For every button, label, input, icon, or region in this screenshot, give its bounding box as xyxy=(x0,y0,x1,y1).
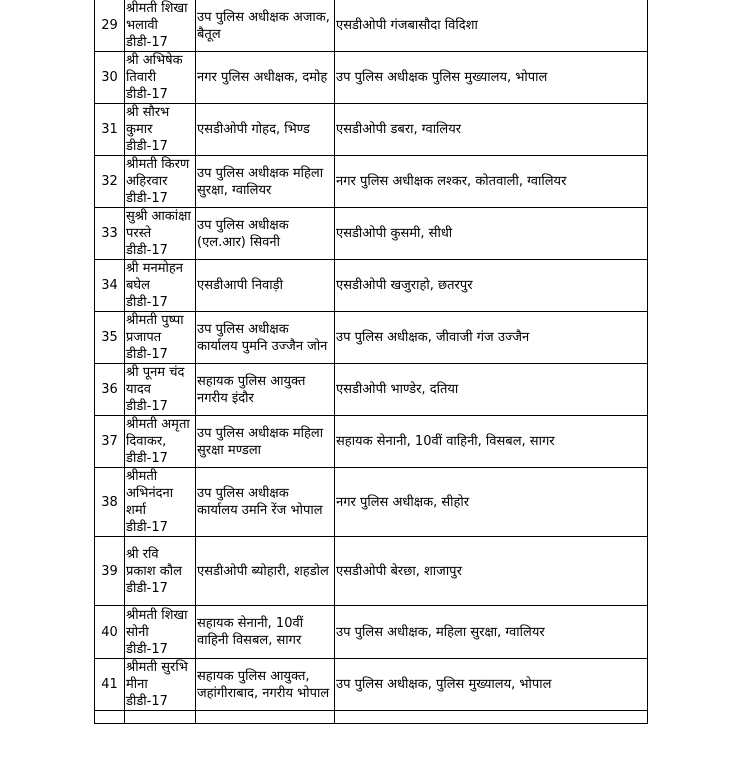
officer-name: श्रीमती किरण अहिरवार डीडी-17 xyxy=(125,156,196,208)
serial-number: 31 xyxy=(95,104,125,156)
new-posting: एसडीओपी कुसमी, सीधी xyxy=(335,208,648,260)
table-row xyxy=(95,416,648,468)
serial-number: 37 xyxy=(95,416,125,468)
serial-number: 34 xyxy=(95,260,125,312)
table-row xyxy=(95,659,648,711)
officer-name: श्रीमती अभिनंदना शर्मा डीडी-17 xyxy=(125,468,196,537)
serial-number: 29 xyxy=(95,0,125,52)
officer-name: श्रीमती सुरभि मीना डीडी-17 xyxy=(125,659,196,711)
new-posting: उप पुलिस अधीक्षक, जीवाजी गंज उज्जैन xyxy=(335,312,648,364)
serial-number: 30 xyxy=(95,52,125,104)
empty-cell xyxy=(125,711,196,724)
table-row xyxy=(95,468,648,537)
new-posting: एसडीओपी डबरा, ग्वालियर xyxy=(335,104,648,156)
officer-name: श्री सौरभ कुमार डीडी-17 xyxy=(125,104,196,156)
serial-number: 40 xyxy=(95,606,125,659)
table-row-empty xyxy=(95,711,648,724)
current-posting: सहायक पुलिस आयुक्त नगरीय इंदौर xyxy=(196,364,335,416)
officer-name: श्री रवि प्रकाश कौल डीडी-17 xyxy=(125,537,196,606)
officer-name: श्रीमती पुष्पा प्रजापत डीडी-17 xyxy=(125,312,196,364)
new-posting: एसडीओपी बेरछा, शाजापुर xyxy=(335,537,648,606)
table-row xyxy=(95,104,648,156)
empty-cell xyxy=(196,711,335,724)
table-row xyxy=(95,537,648,606)
serial-number: 41 xyxy=(95,659,125,711)
current-posting: उप पुलिस अधीक्षक महिला सुरक्षा, ग्वालियर xyxy=(196,156,335,208)
new-posting: सहायक सेनानी, 10वीं वाहिनी, विसबल, सागर xyxy=(335,416,648,468)
officer-name: श्रीमती शिखा सोनी डीडी-17 xyxy=(125,606,196,659)
officer-name: श्रीमती अमृता दिवाकर, डीडी-17 xyxy=(125,416,196,468)
empty-cell xyxy=(335,711,648,724)
new-posting: एसडीओपी गंजबासौदा विदिशा xyxy=(335,0,648,52)
current-posting: उप पुलिस अधीक्षक महिला सुरक्षा मण्डला xyxy=(196,416,335,468)
current-posting: उप पुलिस अधीक्षक कार्यालय उमनि रेंज भोपाल xyxy=(196,468,335,537)
table-row xyxy=(95,364,648,416)
new-posting: उप पुलिस अधीक्षक, पुलिस मुख्यालय, भोपाल xyxy=(335,659,648,711)
current-posting: उप पुलिस अधीक्षक कार्यालय पुमनि उज्जैन जोन xyxy=(196,312,335,364)
new-posting: उप पुलिस अधीक्षक, महिला सुरक्षा, ग्वालियर xyxy=(335,606,648,659)
serial-number: 35 xyxy=(95,312,125,364)
table-row xyxy=(95,260,648,312)
empty-cell xyxy=(95,711,125,724)
officer-name: सुश्री आकांक्षा परस्ते डीडी-17 xyxy=(125,208,196,260)
current-posting: एसडीआपी निवाड़ी xyxy=(196,260,335,312)
serial-number: 33 xyxy=(95,208,125,260)
new-posting: एसडीओपी भाण्डेर, दतिया xyxy=(335,364,648,416)
officer-name: श्री पूनम चंद यादव डीडी-17 xyxy=(125,364,196,416)
current-posting: नगर पुलिस अधीक्षक, दमोह xyxy=(196,52,335,104)
new-posting: उप पुलिस अधीक्षक पुलिस मुख्यालय, भोपाल xyxy=(335,52,648,104)
serial-number: 38 xyxy=(95,468,125,537)
table-row xyxy=(95,156,648,208)
serial-number: 36 xyxy=(95,364,125,416)
table-row xyxy=(95,312,648,364)
new-posting: एसडीओपी खजुराहो, छतरपुर xyxy=(335,260,648,312)
transfer-table xyxy=(94,0,648,724)
current-posting: सहायक सेनानी, 10वीं वाहिनी विसबल, सागर xyxy=(196,606,335,659)
current-posting: एसडीओपी गोहद, भिण्ड xyxy=(196,104,335,156)
serial-number: 32 xyxy=(95,156,125,208)
officer-name: श्री अभिषेक तिवारी डीडी-17 xyxy=(125,52,196,104)
table-row xyxy=(95,0,648,52)
new-posting: नगर पुलिस अधीक्षक लश्कर, कोतवाली, ग्वालियर xyxy=(335,156,648,208)
new-posting: नगर पुलिस अधीक्षक, सीहोर xyxy=(335,468,648,537)
table-row xyxy=(95,208,648,260)
serial-number: 39 xyxy=(95,537,125,606)
current-posting: उप पुलिस अधीक्षक (एल.आर) सिवनी xyxy=(196,208,335,260)
officer-name: श्रीमती शिखा भलावी डीडी-17 xyxy=(125,0,196,52)
table-row xyxy=(95,606,648,659)
current-posting: एसडीओपी ब्योहारी, शहडोल xyxy=(196,537,335,606)
current-posting: उप पुलिस अधीक्षक अजाक, बैतूल xyxy=(196,0,335,52)
officer-name: श्री मनमोहन बघेल डीडी-17 xyxy=(125,260,196,312)
table-row xyxy=(95,52,648,104)
current-posting: सहायक पुलिस आयुक्त, जहांगीराबाद, नगरीय भोपाल xyxy=(196,659,335,711)
